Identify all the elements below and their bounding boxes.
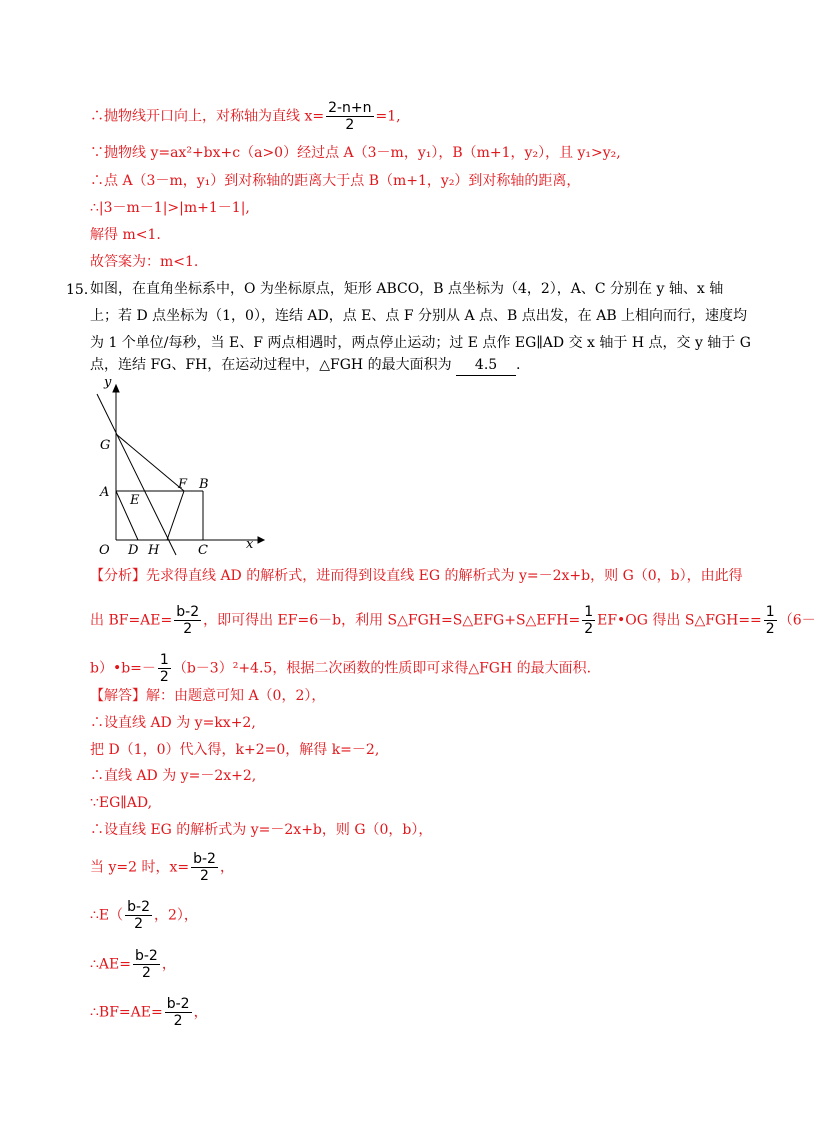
problem-line-1: 如图，在直角坐标系中，O 为坐标原点，矩形 ABCO，B 点坐标为（4，2），A、C 分别在 y 轴、x 轴	[90, 281, 724, 297]
solution-step-9	[90, 948, 176, 981]
label-D: D	[128, 543, 139, 558]
frac-den: 2	[141, 965, 151, 981]
solution-step-7	[90, 851, 234, 884]
x-axis-arrow	[258, 537, 264, 543]
frac-num: 1	[584, 604, 594, 620]
text: ，2），	[154, 907, 198, 924]
label-G: G	[100, 438, 111, 453]
solution-line-6: 故答案为：m<1.	[90, 254, 199, 270]
analysis-line-3	[90, 652, 591, 685]
text: （6－	[778, 612, 816, 629]
text: b）•b=－	[90, 660, 156, 677]
answer-blank: 4.5	[456, 355, 516, 376]
solution-line-4: ∴|3－m－1|>|m+1－1|,	[90, 200, 250, 216]
frac-den: 2	[134, 916, 144, 932]
text: ∴E（	[90, 907, 124, 924]
problem-line-3: 为 1 个单位/每秒，当 E、F 两点相遇时，两点停止运动；过 E 点作 EG∥AD 交 x 轴于 H 点，交 y 轴于 G	[90, 335, 751, 351]
solution-line-5: 解得 m<1.	[90, 227, 161, 243]
solution-step-4: ∴直线 AD 为 y=－2x+2,	[90, 768, 257, 784]
frac-den: 2	[173, 1013, 183, 1029]
label-x: x	[246, 537, 254, 552]
analysis-line-2	[90, 604, 816, 637]
label-O: O	[99, 543, 110, 558]
text: ，	[219, 859, 234, 876]
solution-step-5: ∵EG∥AD,	[90, 795, 153, 811]
text: ，	[193, 1004, 208, 1021]
label-H: H	[148, 543, 160, 558]
frac-den: 2	[183, 621, 193, 637]
text: 点，连结 FG、FH，在运动过程中，△FGH 的最大面积为	[90, 357, 452, 373]
text: ∴抛物线开口向上，对称轴为直线 x=	[90, 108, 325, 125]
text: ，	[161, 956, 176, 973]
fraction	[582, 604, 595, 637]
fraction	[174, 604, 201, 637]
fraction	[158, 652, 171, 685]
problem-number: 15．	[66, 282, 98, 298]
text: ∴BF=AE=	[90, 1004, 163, 1021]
frac-den: 2	[345, 117, 355, 133]
frac-num: b-2	[166, 996, 190, 1012]
fraction	[165, 996, 192, 1029]
label-E: E	[130, 493, 140, 508]
segment-GF	[116, 434, 184, 491]
solution-step-10	[90, 996, 208, 1029]
text: ，即可得出 EF=6－b，利用 S△FGH=S△EFG+S△EFH=	[203, 612, 581, 629]
text: 出 BF=AE=	[90, 612, 173, 629]
solution-step-3: 把 D（1，0）代入得，k+2=0，解得 k=－2,	[90, 742, 380, 758]
y-axis-arrow	[113, 385, 119, 392]
label-y: y	[104, 375, 112, 390]
text: 当 y=2 时，x=	[90, 859, 190, 876]
solution-line-2: ∵抛物线 y=ax²+bx+c（a>0）经过点 A（3－m，y₁），B（m+1，y₂），且 y₁>y₂,	[90, 145, 621, 161]
text: EF•OG 得出 S△FGH==	[597, 612, 762, 629]
fraction	[764, 604, 777, 637]
text: .	[516, 357, 521, 373]
frac-num: b-2	[134, 948, 158, 964]
solution-step-8	[90, 899, 198, 932]
frac-num: b-2	[127, 899, 150, 915]
solution-line-axis	[90, 100, 401, 133]
fraction	[326, 100, 373, 133]
label-A: A	[100, 485, 110, 500]
frac-num: 2-n+n	[328, 100, 372, 116]
segment-FH	[167, 491, 184, 540]
analysis-line-1: 【分析】先求得直线 AD 的解析式，进而得到设直线 EG 的解析式为 y=－2x+b，则 G（0，b），由此得	[90, 568, 743, 584]
frac-den: 2	[584, 621, 594, 637]
text: ∴AE=	[90, 956, 131, 973]
solution-line-3: ∴点 A（3－m，y₁）到对称轴的距离大于点 B（m+1，y₂）到对称轴的距离，	[90, 173, 581, 189]
fraction	[125, 899, 152, 932]
text: （b－3）²+4.5，根据二次函数的性质即可求得△FGH 的最大面积.	[172, 660, 592, 677]
problem-line-2: 上；若 D 点坐标为（1，0），连结 AD，点 E、点 F 分别从 A 点、B 点出发，在 AB 上相向而行，速度均	[90, 308, 748, 324]
solution-step-2: ∴设直线 AD 为 y=kx+2,	[90, 715, 256, 731]
frac-den: 2	[200, 868, 209, 884]
frac-den: 2	[159, 669, 169, 685]
frac-num: b-2	[176, 604, 200, 620]
solution-step-1: 【解答】解：由题意可知 A（0，2），	[90, 688, 326, 704]
label-F: F	[178, 477, 188, 492]
label-B: B	[199, 477, 209, 492]
text: =1,	[375, 108, 401, 125]
fraction	[191, 851, 218, 884]
frac-num: 1	[765, 604, 775, 620]
label-C: C	[198, 543, 208, 558]
frac-den: 2	[765, 621, 775, 637]
frac-num: b-2	[193, 851, 216, 867]
solution-step-6: ∴设直线 EG 的解析式为 y=－2x+b，则 G（0，b），	[90, 822, 433, 838]
geometry-diagram	[88, 372, 278, 562]
frac-num: 1	[159, 652, 169, 668]
fraction	[133, 948, 160, 981]
